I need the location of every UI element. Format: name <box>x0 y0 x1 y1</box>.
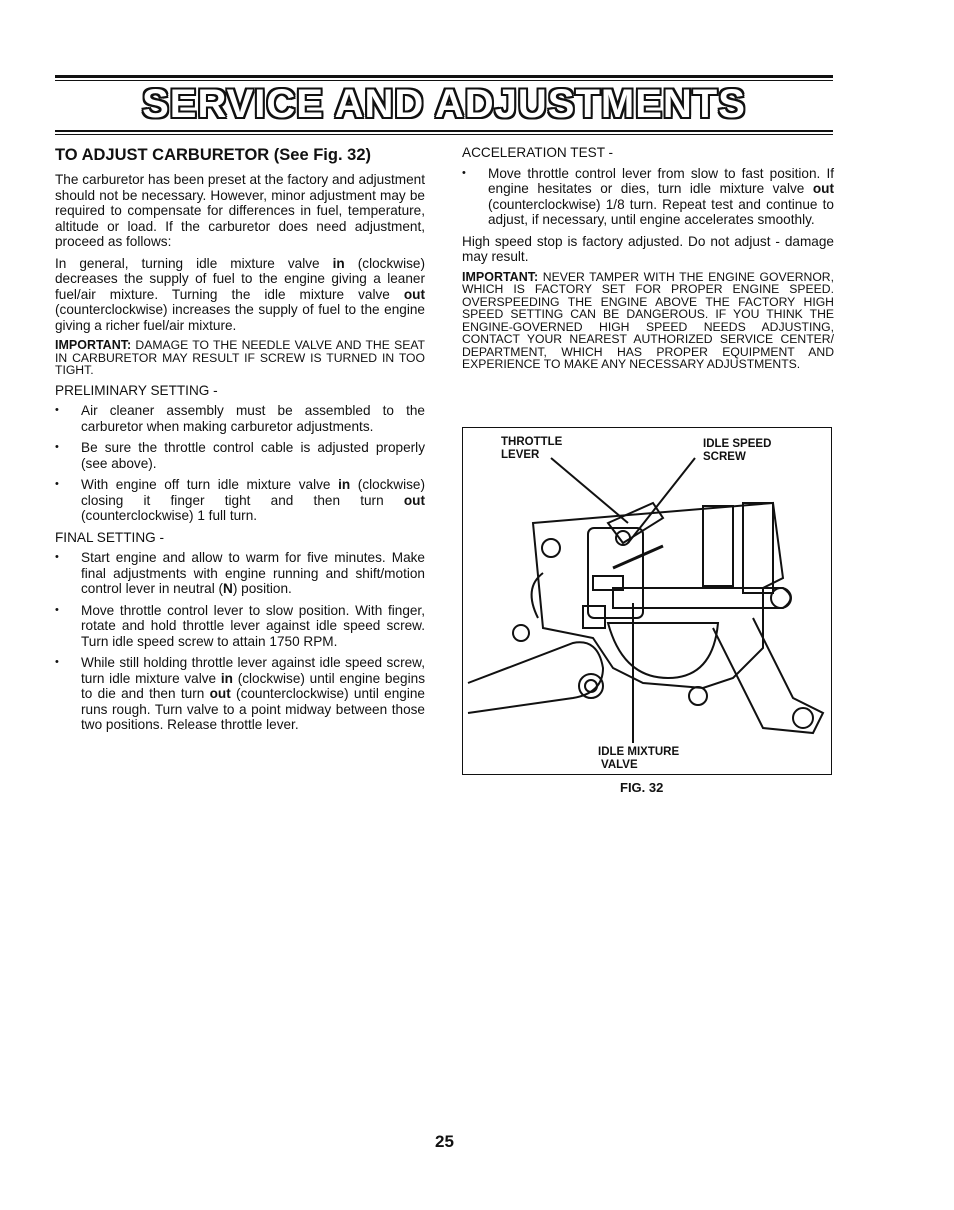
important-note-left: IMPORTANT: DAMAGE TO THE NEEDLE VALVE AND THE SEAT IN CARBURETOR MAY RESULT IF SCREW IS TURNED IN TOO TIGHT. <box>55 338 425 377</box>
idle-speed-screw <box>613 546 663 568</box>
list-item: • While still holding throttle lever against idle speed screw, turn idle mixture valve in (clockwise) until engine begins to die and then turn out (counterclockwise) until engine runs rough. Turn valve to a point midway between those two positions. Release throttle lever. <box>55 655 425 733</box>
final-list <box>55 550 425 733</box>
label-throttle-lever: THROTTLE LEVER <box>501 436 563 461</box>
final-heading: FINAL SETTING - <box>55 529 165 545</box>
list-item: • Air cleaner assembly must be assembled to the carburetor when making carburetor adjustments. <box>55 403 425 434</box>
right-column <box>462 145 834 377</box>
carburetor-diagram <box>463 428 833 776</box>
page-title: SERVICE AND ADJUSTMENTS <box>142 82 746 126</box>
tube-nut <box>579 674 603 698</box>
important-note-right: IMPORTANT: NEVER TAMPER WITH THE ENGINE GOVERNOR, WHICH IS FACTORY SET FOR PROPER ENGINE SPEED. OVERSPEEDING THE ENGINE ABOVE THE FACTORY HIGH SPEED SETTING CAN BE DANGEROUS. IF YOU THINK THE ENGINE-GOVERNED HIGH SPEED NEEDS ADJUSTING, CONTACT YOUR NEAREST AUTHORIZED SERVICE CENTER/ DEPARTMENT, WHICH HAS PROPER EQUIPMENT AND EXPERIENCE TO MAKE ANY NECESSARY ADJUSTMENTS. <box>462 269 834 371</box>
bottom-bolt <box>689 687 707 705</box>
idle-speed-leader-line <box>628 458 695 543</box>
acceleration-list <box>462 166 834 228</box>
high-speed-note: High speed stop is factory adjusted. Do not adjust - damage may result. <box>462 233 834 264</box>
hose-end <box>771 588 791 608</box>
figure-caption: FIG. 32 <box>620 780 664 795</box>
list-item: • Be sure the throttle control cable is adjusted properly (see above). <box>55 440 425 471</box>
left-column <box>55 145 425 739</box>
choke-knob <box>542 539 560 557</box>
mixture-paragraph: In general, turning idle mixture valve in (clockwise) decreases the supply of fuel to the engine giving a leaner fuel/air mixture. Turning the idle mixture valve out (counterclockwise) increases the supply of fuel to the engine giving a richer fuel/air mixture. <box>55 255 425 333</box>
page-number: 25 <box>435 1132 454 1151</box>
carburetor-body <box>533 503 783 688</box>
mount-bracket <box>713 618 823 733</box>
preliminary-list <box>55 403 425 524</box>
throttle-leader-line <box>551 458 628 523</box>
list-item: • Start engine and allow to warm for five minutes. Make final adjustments with engine running and shift/motion control lever in neutral (N) position. <box>55 550 425 597</box>
preliminary-heading: PRELIMINARY SETTING - <box>55 382 218 398</box>
float-bowl <box>608 623 718 678</box>
bracket-bolt <box>793 708 813 728</box>
carb-block <box>588 528 643 618</box>
section-heading: TO ADJUST CARBURETOR (See Fig. 32) <box>55 146 371 164</box>
intake-flange <box>703 506 733 586</box>
list-item: • Move throttle control lever from slow to fast position. If engine hesitates or dies, turn idle mixture valve out (counterclockwise) 1/8 turn. Repeat test and continue to adjust, if necessary, until engine accelerates smoothly. <box>462 166 834 228</box>
header-rule-bottom <box>55 130 833 132</box>
header-rule-bottom-thin <box>55 134 833 135</box>
list-item: • Move throttle control lever to slow position. With finger, rotate and hold throttle lever against idle speed screw. Turn idle speed screw to attain 1750 RPM. <box>55 603 425 650</box>
label-idle-mixture-valve: IDLE MIXTURE VALVE <box>598 746 680 771</box>
carburetor-figure <box>462 427 832 775</box>
left-fitting <box>513 625 529 641</box>
acceleration-heading: ACCELERATION TEST - <box>462 145 614 160</box>
intake-plate <box>743 503 773 593</box>
list-item: • With engine off turn idle mixture valve in (clockwise) closing it finger tight and then turn out (counterclockwise) 1 full turn. <box>55 477 425 524</box>
label-idle-speed-screw: IDLE SPEED SCREW <box>703 438 772 463</box>
intro-paragraph: The carburetor has been preset at the factory and adjustment should not be necessary. However, minor adjustment may be required to compensate for differences in fuel, temperature, altitude or load. If the carburetor does need adjustment, proceed as follows: <box>55 172 425 249</box>
